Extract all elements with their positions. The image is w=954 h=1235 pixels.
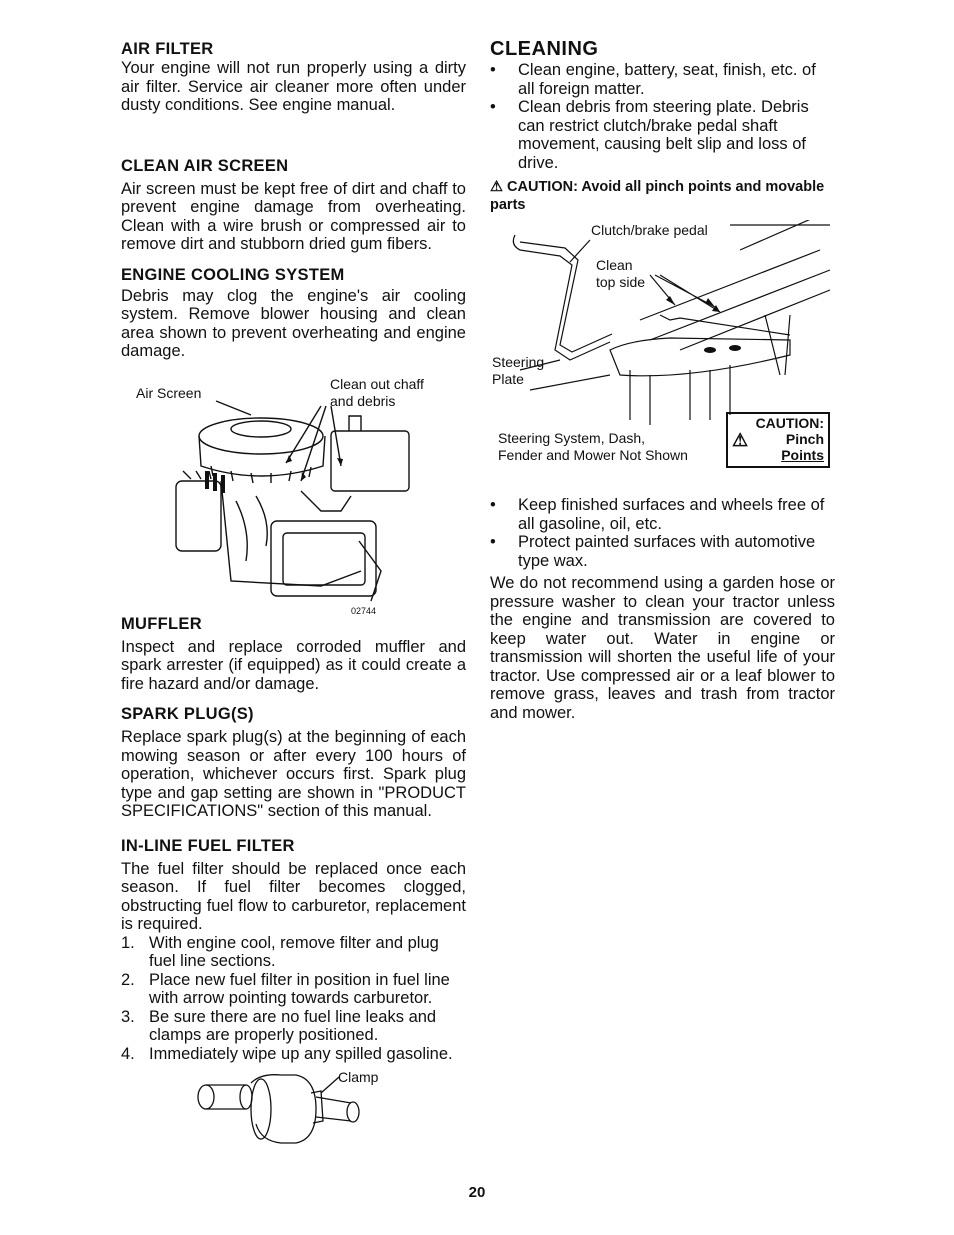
fuel-filter-text: The fuel filter should be replaced once each season. If fuel filter becomes clogged, obstructing fuel flow to carburetor, replacement is required. bbox=[121, 859, 466, 933]
caution-box-line-2: Points bbox=[781, 447, 824, 463]
clean-air-screen-text: Air screen must be kept free of dirt and chaff to prevent engine damage from overheating. Clean with a wire brush or compressed air to remove dirt and stubborn dried gum fibers. bbox=[121, 179, 466, 253]
part-number: 02744 bbox=[351, 605, 377, 616]
air-filter-text: Your engine will not run properly using a dirty air filter. Service air cleaner more often under dusty conditions. See engine manual. bbox=[121, 59, 466, 114]
fuel-filter-steps bbox=[121, 934, 466, 1064]
air-screen-label: Air Screen bbox=[136, 384, 202, 401]
left-column bbox=[121, 38, 466, 1149]
clean-out-label-1: Clean out chaff bbox=[330, 375, 424, 392]
clean-top-label-2: top side bbox=[596, 274, 646, 290]
clamp-label: Clamp bbox=[338, 1069, 379, 1085]
cleaning-heading: CLEANING bbox=[490, 38, 599, 60]
spark-plugs-heading: SPARK PLUG(S) bbox=[121, 705, 254, 723]
list-item: • Clean debris from steering plate. Debris can restrict clutch/brake pedal shaft movement, causing belt slip and loss of drive. bbox=[490, 98, 835, 172]
steering-figure bbox=[490, 220, 835, 488]
steering-plate-label-1: Steering bbox=[492, 354, 545, 370]
list-item: 4. Immediately wipe up any spilled gasoline. bbox=[121, 1044, 453, 1063]
engine-figure bbox=[121, 371, 466, 619]
caution-box-line-1: ⚠ Pinch bbox=[732, 430, 824, 450]
muffler-heading: MUFFLER bbox=[121, 614, 202, 633]
clean-top-label-1: Clean bbox=[596, 257, 633, 273]
engine-cooling-text: Debris may clog the engine's air cooling system. Remove blower housing and clean area shown to prevent overheating and engine damage. bbox=[121, 286, 466, 360]
page-number: 20 bbox=[468, 1184, 486, 1201]
muffler-text: Inspect and replace corroded muffler and spark arrester (if equipped) as it could create a fire hazard and/or damage. bbox=[121, 637, 466, 693]
engine-cooling-heading: ENGINE COOLING SYSTEM bbox=[121, 265, 345, 284]
list-item: 1. With engine cool, remove filter and plug fuel line sections. bbox=[121, 933, 439, 970]
not-shown-label-2: Fender and Mower Not Shown bbox=[498, 447, 688, 463]
air-filter-heading: AIR FILTER bbox=[121, 40, 214, 58]
list-item: 2. Place new fuel filter in position in fuel line with arrow pointing towards carburetor. bbox=[121, 970, 450, 1007]
not-shown-label-1: Steering System, Dash, bbox=[498, 430, 646, 446]
engine-illustration bbox=[121, 371, 466, 619]
fuel-filter-illustration bbox=[121, 1069, 466, 1149]
right-column bbox=[490, 38, 835, 722]
cleaning-bullets-2 bbox=[490, 496, 835, 570]
fuel-filter-heading: IN-LINE FUEL FILTER bbox=[121, 836, 295, 855]
list-item: • Protect painted surfaces with automotive type wax. bbox=[490, 533, 835, 570]
cleaning-text: We do not recommend using a garden hose or pressure washer to clean your tractor unless the engine and transmission are covered to keep water out. Water in engine or transmission will shorten the useful life of your tractor. Use compressed air or a leaf blower to remove grass, leaves and trash from tractor and mower. bbox=[490, 574, 835, 722]
warning-icon: ⚠ bbox=[732, 430, 749, 450]
caution-box-title: CAUTION: bbox=[755, 415, 824, 431]
list-item: 3. Be sure there are no fuel line leaks and clamps are properly positioned. bbox=[121, 1007, 437, 1044]
list-item: • Keep finished surfaces and wheels free of all gasoline, oil, etc. bbox=[490, 496, 835, 533]
spark-plugs-text: Replace spark plug(s) at the beginning of each mowing season or after every 100 hours of operation, whichever occurs first. Spark plug type and gap setting are shown in "PRODUCT SPECIFICATIONS" section of this manual. bbox=[121, 728, 466, 820]
caution-note: ⚠ CAUTION: Avoid all pinch points and movable parts bbox=[490, 179, 825, 213]
clean-out-label-2: and debris bbox=[330, 392, 396, 409]
cleaning-bullets bbox=[490, 61, 835, 172]
clean-air-screen-heading: CLEAN AIR SCREEN bbox=[121, 156, 289, 175]
steering-plate-label-2: Plate bbox=[492, 371, 524, 387]
list-item: • Clean engine, battery, seat, finish, etc. of all foreign matter. bbox=[490, 61, 835, 98]
warning-icon: ⚠ bbox=[490, 179, 503, 195]
pedal-label: Clutch/brake pedal bbox=[591, 222, 708, 238]
pinch-points-caution-box bbox=[726, 412, 830, 468]
fuel-filter-figure bbox=[121, 1069, 466, 1149]
